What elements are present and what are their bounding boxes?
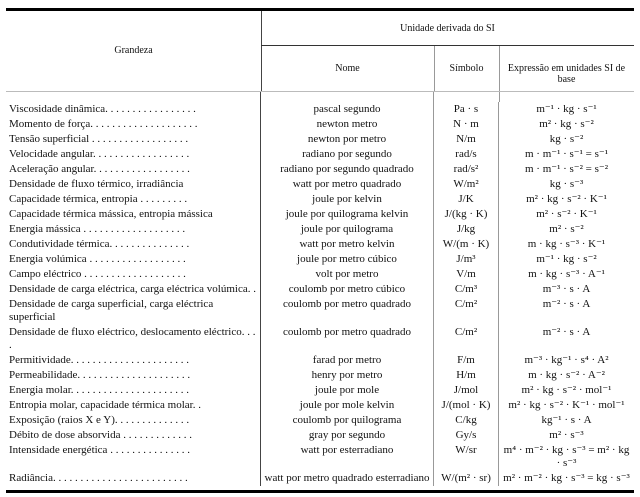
cell-nome: newton metro bbox=[261, 117, 434, 132]
table-row bbox=[6, 428, 634, 443]
cell-grandeza: Energia mássica . . . . . . . . . . . . . . . . . . . bbox=[6, 222, 261, 237]
body-top-spacer bbox=[6, 92, 634, 102]
cell-simbolo: C/m² bbox=[434, 297, 499, 325]
cell-grandeza: Densidade de fluxo térmico, irradiância bbox=[6, 177, 261, 192]
cell-expressao: m² · s⁻³ bbox=[549, 429, 584, 441]
cell-nome: pascal segundo bbox=[261, 102, 434, 117]
cell-expressao: m² · kg · s⁻² · K⁻¹ · mol⁻¹ bbox=[508, 399, 625, 411]
cell-grandeza: Densidade de fluxo eléctrico, deslocamento eléctrico. . . . bbox=[6, 325, 261, 353]
cell-simbolo: Pa · s bbox=[434, 102, 499, 117]
cell-grandeza: Condutividade térmica. . . . . . . . . . . . . . . bbox=[6, 237, 261, 252]
cell-grandeza: Tensão superficial . . . . . . . . . . . . . . . . . . bbox=[6, 132, 261, 147]
cell-expressao: m² · s⁻² bbox=[549, 223, 584, 235]
cell-simbolo: rad/s² bbox=[434, 162, 499, 177]
table-row bbox=[6, 383, 634, 398]
cell-nome: joule por quilograma kelvin bbox=[261, 207, 434, 222]
table-bottom-rule bbox=[6, 490, 634, 493]
table-row bbox=[6, 102, 634, 117]
cell-grandeza: Permitividade. . . . . . . . . . . . . . . . . . . . . . bbox=[6, 353, 261, 368]
cell-nome: joule por mole bbox=[261, 383, 434, 398]
table-header bbox=[6, 11, 634, 92]
cell-simbolo: V/m bbox=[434, 267, 499, 282]
cell-grandeza: Energia molar. . . . . . . . . . . . . . . . . . . . . . bbox=[6, 383, 261, 398]
cell-nome: henry por metro bbox=[261, 368, 434, 383]
header-group: Unidade derivada do SI bbox=[400, 23, 495, 34]
table-row bbox=[6, 207, 634, 222]
cell-grandeza: Capacidade térmica, entropia . . . . . . . . . bbox=[6, 192, 261, 207]
cell-grandeza: Entropia molar, capacidade térmica molar. . bbox=[6, 398, 261, 413]
cell-grandeza: Momento de força. . . . . . . . . . . . . . . . . . . . bbox=[6, 117, 261, 132]
cell-simbolo: J/(mol · K) bbox=[434, 398, 499, 413]
cell-expressao: kg · s⁻³ bbox=[549, 178, 584, 190]
cell-nome: joule por kelvin bbox=[261, 192, 434, 207]
cell-expressao: m · kg · s⁻² · A⁻² bbox=[528, 369, 605, 381]
cell-nome: radiano por segundo bbox=[261, 147, 434, 162]
table-row bbox=[6, 443, 634, 471]
table-row bbox=[6, 117, 634, 132]
cell-expressao: m⁻² · s · A bbox=[542, 326, 591, 338]
cell-nome: joule por mole kelvin bbox=[261, 398, 434, 413]
cell-nome: coulomb por metro quadrado bbox=[261, 325, 434, 353]
cell-expressao: m² · m⁻² · kg · s⁻³ = kg · s⁻³ bbox=[503, 472, 630, 484]
cell-nome: joule por metro cúbico bbox=[261, 252, 434, 267]
si-derived-units-table bbox=[6, 8, 634, 493]
cell-simbolo: W/m² bbox=[434, 177, 499, 192]
cell-nome: coulomb por quilograma bbox=[261, 413, 434, 428]
table-row bbox=[6, 325, 634, 353]
table-row bbox=[6, 471, 634, 486]
cell-grandeza: Velocidade angular. . . . . . . . . . . . . . . . . . bbox=[6, 147, 261, 162]
cell-simbolo: W/(m² · sr) bbox=[434, 471, 499, 486]
table-row bbox=[6, 398, 634, 413]
cell-simbolo: W/sr bbox=[434, 443, 499, 471]
cell-expressao: kg⁻¹ · s · A bbox=[541, 414, 592, 426]
table-row bbox=[6, 353, 634, 368]
cell-expressao: m · kg · s⁻³ · K⁻¹ bbox=[527, 238, 606, 250]
table-row bbox=[6, 177, 634, 192]
cell-grandeza: Permeabilidade. . . . . . . . . . . . . . . . . . . . . bbox=[6, 368, 261, 383]
cell-expressao: kg · s⁻² bbox=[549, 133, 584, 145]
cell-simbolo: J/K bbox=[434, 192, 499, 207]
table-row bbox=[6, 162, 634, 177]
cell-expressao: m⁻³ · kg⁻¹ · s⁴ · A² bbox=[524, 354, 609, 366]
cell-simbolo: N · m bbox=[434, 117, 499, 132]
table-row bbox=[6, 192, 634, 207]
table-row bbox=[6, 237, 634, 252]
cell-expressao: m⁻² · s · A bbox=[542, 298, 591, 310]
cell-expressao: m · m⁻¹ · s⁻² = s⁻² bbox=[524, 163, 608, 175]
cell-expressao: m² · kg · s⁻² bbox=[539, 118, 594, 130]
table-row bbox=[6, 282, 634, 297]
cell-expressao: m⁻¹ · kg · s⁻¹ bbox=[536, 103, 597, 115]
table-row bbox=[6, 413, 634, 428]
header-nome: Nome bbox=[335, 63, 360, 74]
cell-simbolo: Gy/s bbox=[434, 428, 499, 443]
cell-expressao: m⁻¹ · kg · s⁻² bbox=[536, 253, 597, 265]
header-grandeza: Grandeza bbox=[114, 45, 153, 56]
table-row bbox=[6, 252, 634, 267]
header-rule bbox=[261, 45, 634, 46]
cell-grandeza: Débito de dose absorvida . . . . . . . . . . . . . bbox=[6, 428, 261, 443]
header-expressao: Expressão em unidades SI de base bbox=[507, 63, 626, 85]
cell-nome: watt por esterradiano bbox=[261, 443, 434, 471]
cell-grandeza: Capacidade térmica mássica, entropia mássica bbox=[6, 207, 261, 222]
cell-nome: watt por metro quadrado bbox=[261, 177, 434, 192]
cell-expressao: m² · s⁻² · K⁻¹ bbox=[536, 208, 597, 220]
cell-grandeza: Exposição (raios X e Y). . . . . . . . . . . . . . bbox=[6, 413, 261, 428]
cell-simbolo: J/(kg · K) bbox=[434, 207, 499, 222]
cell-expressao: m · m⁻¹ · s⁻¹ = s⁻¹ bbox=[524, 148, 608, 160]
cell-grandeza: Viscosidade dinâmica. . . . . . . . . . . . . . . . . bbox=[6, 102, 261, 117]
cell-simbolo: J/mol bbox=[434, 383, 499, 398]
table-row bbox=[6, 267, 634, 282]
cell-simbolo: F/m bbox=[434, 353, 499, 368]
cell-expressao: m² · kg · s⁻² · K⁻¹ bbox=[526, 193, 607, 205]
table-row bbox=[6, 222, 634, 237]
cell-simbolo: C/m³ bbox=[434, 282, 499, 297]
cell-simbolo: rad/s bbox=[434, 147, 499, 162]
table-row bbox=[6, 297, 634, 325]
cell-grandeza: Campo eléctrico . . . . . . . . . . . . . . . . . . . bbox=[6, 267, 261, 282]
cell-expressao: m · kg · s⁻³ · A⁻¹ bbox=[528, 268, 605, 280]
cell-expressao: m⁴ · m⁻² · kg · s⁻³ = m² · kg · s⁻³ bbox=[503, 444, 630, 469]
table-row bbox=[6, 147, 634, 162]
cell-simbolo: J/m³ bbox=[434, 252, 499, 267]
cell-nome: watt por metro quadrado esterradiano bbox=[261, 471, 434, 486]
cell-grandeza: Aceleração angular. . . . . . . . . . . . . . . . . . bbox=[6, 162, 261, 177]
cell-nome: radiano por segundo quadrado bbox=[261, 162, 434, 177]
cell-simbolo: W/(m · K) bbox=[434, 237, 499, 252]
cell-nome: coulomb por metro cúbico bbox=[261, 282, 434, 297]
table-row bbox=[6, 132, 634, 147]
cell-nome: gray por segundo bbox=[261, 428, 434, 443]
cell-grandeza: Intensidade energética . . . . . . . . . . . . . . . bbox=[6, 443, 261, 471]
cell-nome: newton por metro bbox=[261, 132, 434, 147]
cell-grandeza: Densidade de carga superficial, carga eléctrica superficial bbox=[6, 297, 261, 325]
cell-grandeza: Densidade de carga eléctrica, carga eléctrica volúmica. . bbox=[6, 282, 261, 297]
cell-simbolo: C/m² bbox=[434, 325, 499, 353]
cell-simbolo: C/kg bbox=[434, 413, 499, 428]
cell-nome: volt por metro bbox=[261, 267, 434, 282]
cell-nome: coulomb por metro quadrado bbox=[261, 297, 434, 325]
table-body bbox=[6, 92, 634, 486]
cell-grandeza: Radiância. . . . . . . . . . . . . . . . . . . . . . . . . bbox=[6, 471, 261, 486]
cell-simbolo: J/kg bbox=[434, 222, 499, 237]
cell-expressao: m² · kg · s⁻² · mol⁻¹ bbox=[521, 384, 612, 396]
cell-grandeza: Energia volúmica . . . . . . . . . . . . . . . . . . bbox=[6, 252, 261, 267]
cell-nome: joule por quilograma bbox=[261, 222, 434, 237]
cell-expressao: m⁻³ · s · A bbox=[542, 283, 591, 295]
cell-nome: farad por metro bbox=[261, 353, 434, 368]
cell-simbolo: H/m bbox=[434, 368, 499, 383]
header-simbolo: Símbolo bbox=[449, 63, 484, 74]
cell-nome: watt por metro kelvin bbox=[261, 237, 434, 252]
table-row bbox=[6, 368, 634, 383]
cell-simbolo: N/m bbox=[434, 132, 499, 147]
